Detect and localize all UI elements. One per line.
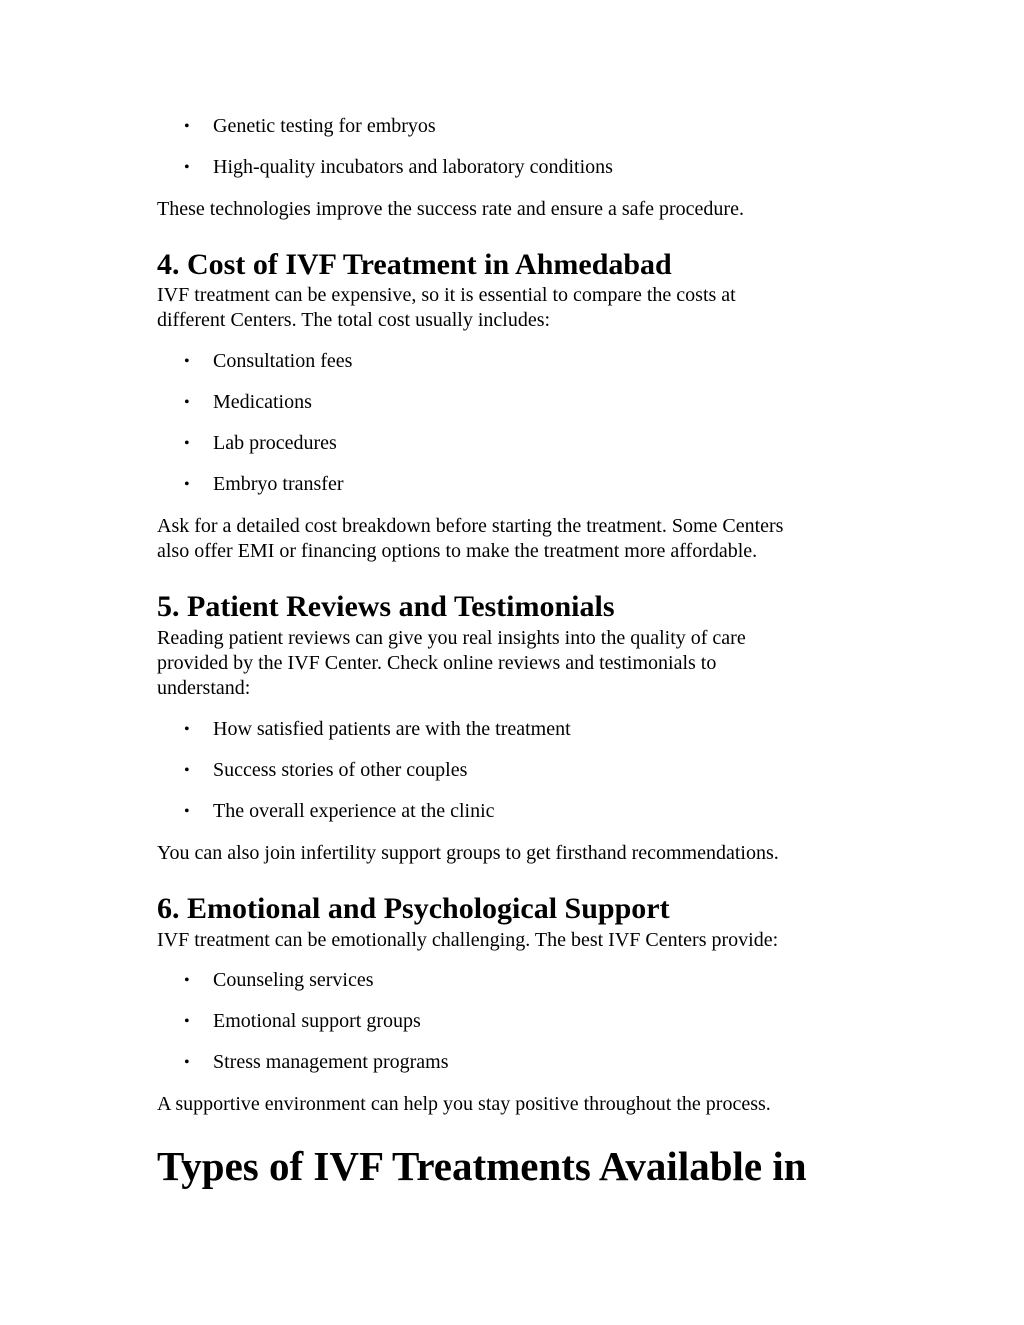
bullet: •: [184, 972, 190, 989]
list-item-text: Genetic testing for embryos: [213, 115, 436, 137]
list-item-text: Consultation fees: [213, 350, 353, 372]
bullet: •: [184, 435, 190, 452]
paragraph-line: Ask for a detailed cost breakdown before starting the treatment. Some Centers: [157, 515, 784, 537]
bullet: •: [184, 762, 190, 779]
section-heading-cost: 4. Cost of IVF Treatment in Ahmedabad: [157, 248, 672, 281]
list-item-text: The overall experience at the clinic: [213, 800, 495, 822]
list-item-text: How satisfied patients are with the treatment: [213, 718, 571, 740]
paragraph-line: You can also join infertility support groups to get firsthand recommendations.: [157, 842, 779, 864]
section-heading-reviews: 5. Patient Reviews and Testimonials: [157, 590, 615, 623]
list-item-text: Counseling services: [213, 969, 374, 991]
paragraph-line: also offer EMI or financing options to make the treatment more affordable.: [157, 540, 758, 562]
bullet: •: [184, 1013, 190, 1030]
bullet: •: [184, 721, 190, 738]
bullet: •: [184, 118, 190, 135]
paragraph-line: IVF treatment can be emotionally challenging. The best IVF Centers provide:: [157, 929, 779, 951]
bullet: •: [184, 803, 190, 820]
list-item-text: High-quality incubators and laboratory conditions: [213, 156, 613, 178]
bullet: •: [184, 1054, 190, 1071]
list-item-text: Success stories of other couples: [213, 759, 468, 781]
list-item-text: Medications: [213, 391, 312, 413]
bullet: •: [184, 476, 190, 493]
paragraph-line: provided by the IVF Center. Check online reviews and testimonials to: [157, 652, 717, 674]
list-item-text: Stress management programs: [213, 1051, 449, 1073]
paragraph-line: IVF treatment can be expensive, so it is essential to compare the costs at: [157, 284, 736, 306]
list-item-text: Embryo transfer: [213, 473, 344, 495]
section-heading-support: 6. Emotional and Psychological Support: [157, 892, 670, 925]
bullet: •: [184, 353, 190, 370]
bullet: •: [184, 159, 190, 176]
paragraph-line: A supportive environment can help you stay positive throughout the process.: [157, 1093, 771, 1115]
paragraph-line: Reading patient reviews can give you real insights into the quality of care: [157, 627, 746, 649]
paragraph-line: understand:: [157, 677, 251, 699]
paragraph-technologies: These technologies improve the success rate and ensure a safe procedure.: [157, 198, 744, 220]
bullet: •: [184, 394, 190, 411]
list-item-text: Lab procedures: [213, 432, 337, 454]
list-item-text: Emotional support groups: [213, 1010, 421, 1032]
main-heading-types: Types of IVF Treatments Available in: [157, 1143, 807, 1189]
paragraph-line: different Centers. The total cost usually includes:: [157, 309, 551, 331]
